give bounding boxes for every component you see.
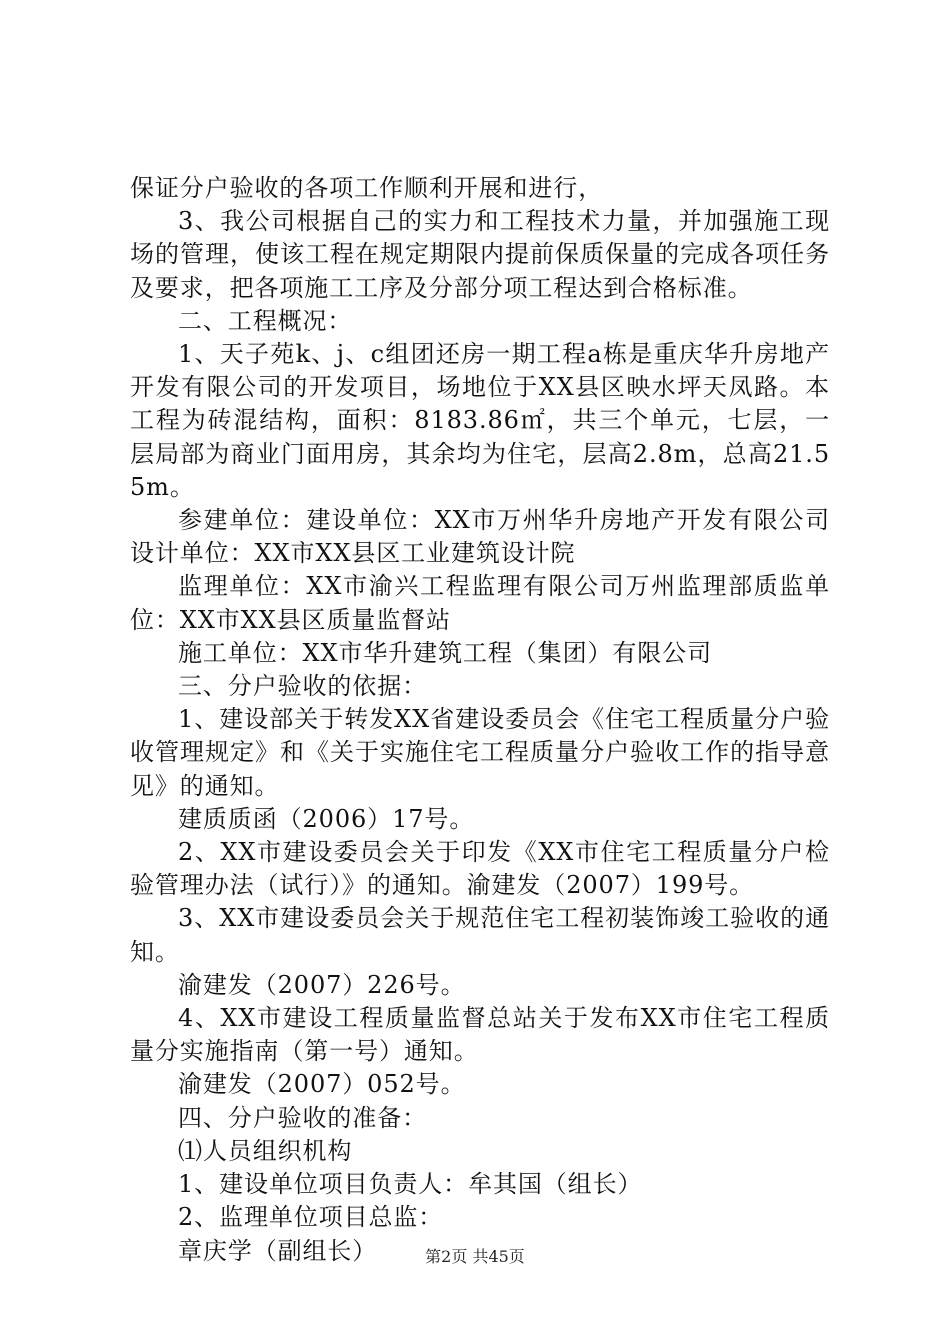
paragraph: 保证分户验收的各项工作顺利开展和进行， xyxy=(130,174,604,202)
document-body xyxy=(130,172,830,1268)
section-heading: 二、工程概况： xyxy=(178,306,353,335)
section-heading: 四、分户验收的准备： xyxy=(178,1103,427,1132)
paragraph: 参建单位：建设单位：XX市万州华升房地产开发有限公司设计单位：XX市XX县区工业建筑设计院 xyxy=(130,506,830,568)
paragraph: 1、建设部关于转发XX省建设委员会《住宅工程质量分户验收管理规定》和《关于实施住宅工程质量分户验收工作的指导意见》的通知。 xyxy=(130,705,830,800)
paragraph: 1、天子苑k、j、c组团还房一期工程a栋是重庆华升房地产开发有限公司的开发项目，场地位于XX县区映水坪天凤路。本工程为砖混结构，面积：8183.86㎡，共三个单元，七层，一层局部为商业门面用房，其余均为住宅，层高2.8m，总高21.55m。 xyxy=(130,340,830,501)
paragraph: 2、XX市建设委员会关于印发《XX市住宅工程质量分户检验管理办法（试行）》的通知。渝建发（2007）199号。 xyxy=(130,838,830,900)
paragraph: 3、XX市建设委员会关于规范住宅工程初装饰竣工验收的通知。 xyxy=(130,904,830,966)
page-number-footer: 第2页 共45页 xyxy=(425,1247,525,1266)
paragraph: 1、建设单位项目负责人：牟其国（组长） xyxy=(178,1170,643,1199)
paragraph: 3、我公司根据自己的实力和工程技术力量，并加强施工现场的管理，使该工程在规定期限内提前保质保量的完成各项任务及要求，把各项施工工序及分部分项工程达到合格标准。 xyxy=(130,207,830,302)
paragraph: 章庆学（副组长） xyxy=(178,1236,378,1265)
paragraph: 监理单位：XX市渝兴工程监理有限公司万州监理部质监单位：XX市XX县区质量监督站 xyxy=(130,572,830,634)
paragraph: 渝建发（2007）052号。 xyxy=(178,1070,466,1099)
paragraph: 4、XX市建设工程质量监督总站关于发布XX市住宅工程质量分实施指南（第一号）通知。 xyxy=(130,1004,830,1066)
paragraph: 建质质函（2006）17号。 xyxy=(178,804,475,833)
paragraph: 施工单位：XX市华升建筑工程（集团）有限公司 xyxy=(178,638,712,667)
paragraph: 2、监理单位项目总监： xyxy=(178,1203,444,1232)
section-heading: 三、分户验收的依据： xyxy=(178,672,427,701)
paragraph: ⑴人员组织机构 xyxy=(178,1136,353,1165)
paragraph: 渝建发（2007）226号。 xyxy=(178,970,466,999)
